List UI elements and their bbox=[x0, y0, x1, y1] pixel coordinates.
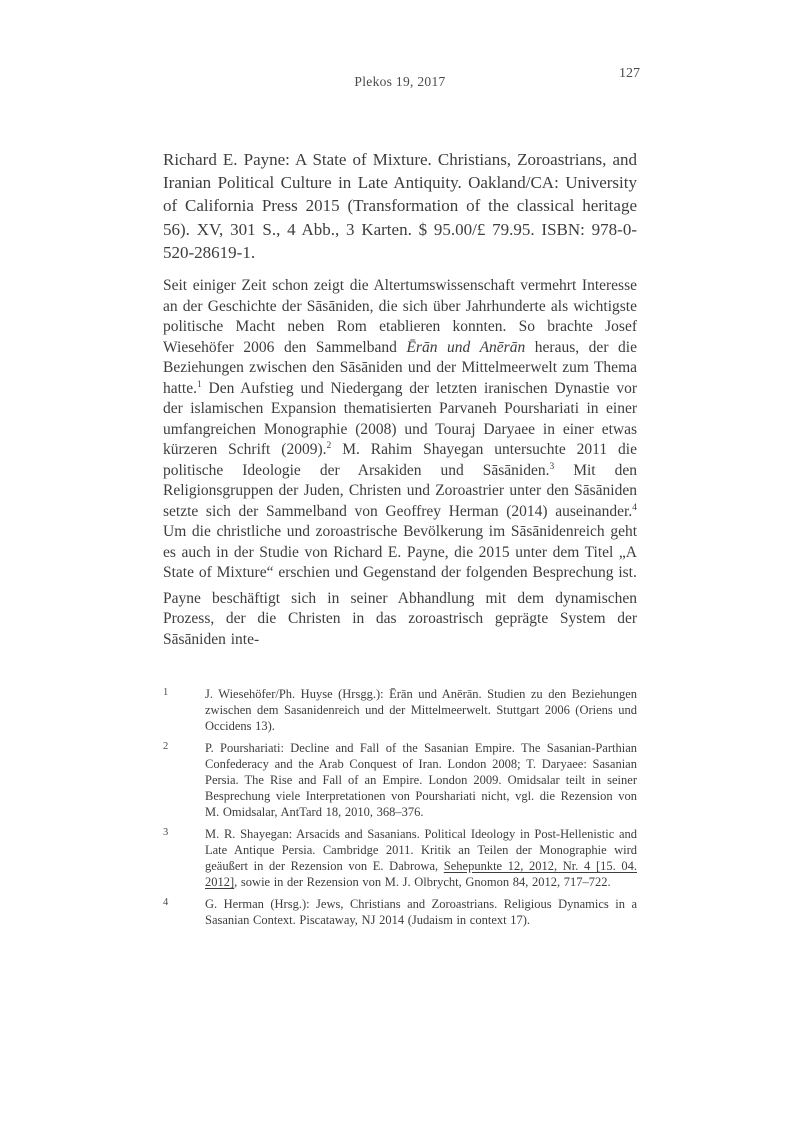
footnote-3-text: M. R. Shayegan: Arsacids and Sasanians. Political Ideology in Post-Hellenistic and Late Antique Persia. Cambridge 2011. Kritik an Teilen der Monographie wird geäußert in der Rezension von E. Dabrowa, Sehepunkte 12, 2012, Nr. 4 [15. 04. 2012], sowie in der Rezension von M. J. Olbrycht, Gnomon 84, 2012, 717–722. bbox=[205, 827, 638, 890]
footnote-1-number: 1 bbox=[163, 687, 169, 699]
footnote-reference: 2 bbox=[326, 440, 332, 451]
page-number: 127 bbox=[619, 66, 640, 81]
footnote-2 bbox=[163, 740, 637, 820]
footnote-1 bbox=[163, 686, 637, 734]
footnote-1-text: J. Wiesehöfer/Ph. Huyse (Hrsgg.): Ērān und Anērān. Studien zu den Beziehungen zwischen dem Sasanidenreich und der Mittelmeerwelt. Stuttgart 2006 (Oriens und Occidens 13). bbox=[205, 687, 637, 734]
footnote-reference: 4 bbox=[632, 502, 637, 513]
footnote-reference: 1 bbox=[197, 379, 202, 390]
footnote-4 bbox=[163, 896, 637, 928]
footnote-2-text: P. Pourshariati: Decline and Fall of the Sasanian Empire. The Sasanian-Parthian Confederacy and the Arab Conquest of Iran. London 2008; T. Daryaee: Sasanian Persia. The Rise and Fall of an Empire. London 2009. Omidsalar teilt in seiner Besprechung viele Interpretationen von Pourshariati nicht, vgl. die Rezension von M. Omidsalar, AntTard 18, 2010, 368–376. bbox=[205, 741, 637, 820]
footnote-4-text: G. Herman (Hrsg.): Jews, Christians and Zoroastrians. Religious Dynamics in a Sasanian Context. Piscataway, NJ 2014 (Judaism in context 17). bbox=[205, 897, 637, 928]
page-content bbox=[163, 148, 637, 928]
book-citation: Richard E. Payne: A State of Mixture. Christians, Zoroastrians, and Iranian Political Culture in Late Antiquity. Oakland/CA: University of California Press 2015 (Transformation of the classical heritage 56). XV, 301 S., 4 Abb., 3 Karten. $ 95.00/£ 79.95. ISBN: 978-0-520-28619-1. bbox=[163, 150, 637, 262]
footnote-4-number: 4 bbox=[163, 897, 169, 909]
footnote-3 bbox=[163, 826, 637, 890]
body-paragraph-1: Seit einiger Zeit schon zeigt die Altertumswissenschaft vermehrt Interesse an der Geschichte der Sāsāniden, die sich über Jahrhunderte als wichtigste politische Macht neben Rom etablieren konnten. So brachte Josef Wiesehöfer 2006 den Sammelband Ērān und Anērān heraus, der die Beziehungen zwischen den Sāsāniden und der Mittelmeerwelt zum Thema hatte.$^1$ Den Aufstieg und Niedergang der letzten iranischen Dynastie vor der islamischen Expansion thematisierten Parvaneh Pourshariati in einer umfangreichen Monographie (2008) und Touraj Daryaee in einer etwas kürzeren Schrift (2009).$^2$ M. Rahim Shayegan untersuchte 2011 die politische Ideologie der Arsakiden und Sāsāniden.$^3$ Mit den Religionsgruppen der Juden, Christen und Zoroastrier unter den Sāsāniden setzte sich der Sammelband von Geoffrey Herman (2014) auseinander.$^4$ Um die christliche und zoroastrische Bevölkerung im Sāsānidenreich geht es auch in der Studie von Richard E. Payne, die 2015 unter dem Titel „A State of Mixture“ erschien und Gegenstand der folgenden Besprechung ist. bbox=[163, 277, 637, 582]
body-paragraph-2: Payne beschäftigt sich in seiner Abhandlung mit dem dynamischen Prozess, der die Christen in das zoroastrisch geprägte System der Sāsāniden inte- bbox=[163, 589, 637, 648]
footnote-2-number: 2 bbox=[163, 741, 169, 753]
journal-title: Plekos 19, 2017 bbox=[354, 74, 446, 89]
running-header bbox=[0, 0, 800, 92]
sehepunkte-review-link[interactable]: Sehepunkte 12, 2012, Nr. 4 [15. 04. 2012] bbox=[205, 859, 638, 890]
footnotes-section bbox=[163, 686, 637, 928]
footnote-3-number: 3 bbox=[163, 827, 169, 839]
footnote-reference: 3 bbox=[549, 461, 555, 472]
